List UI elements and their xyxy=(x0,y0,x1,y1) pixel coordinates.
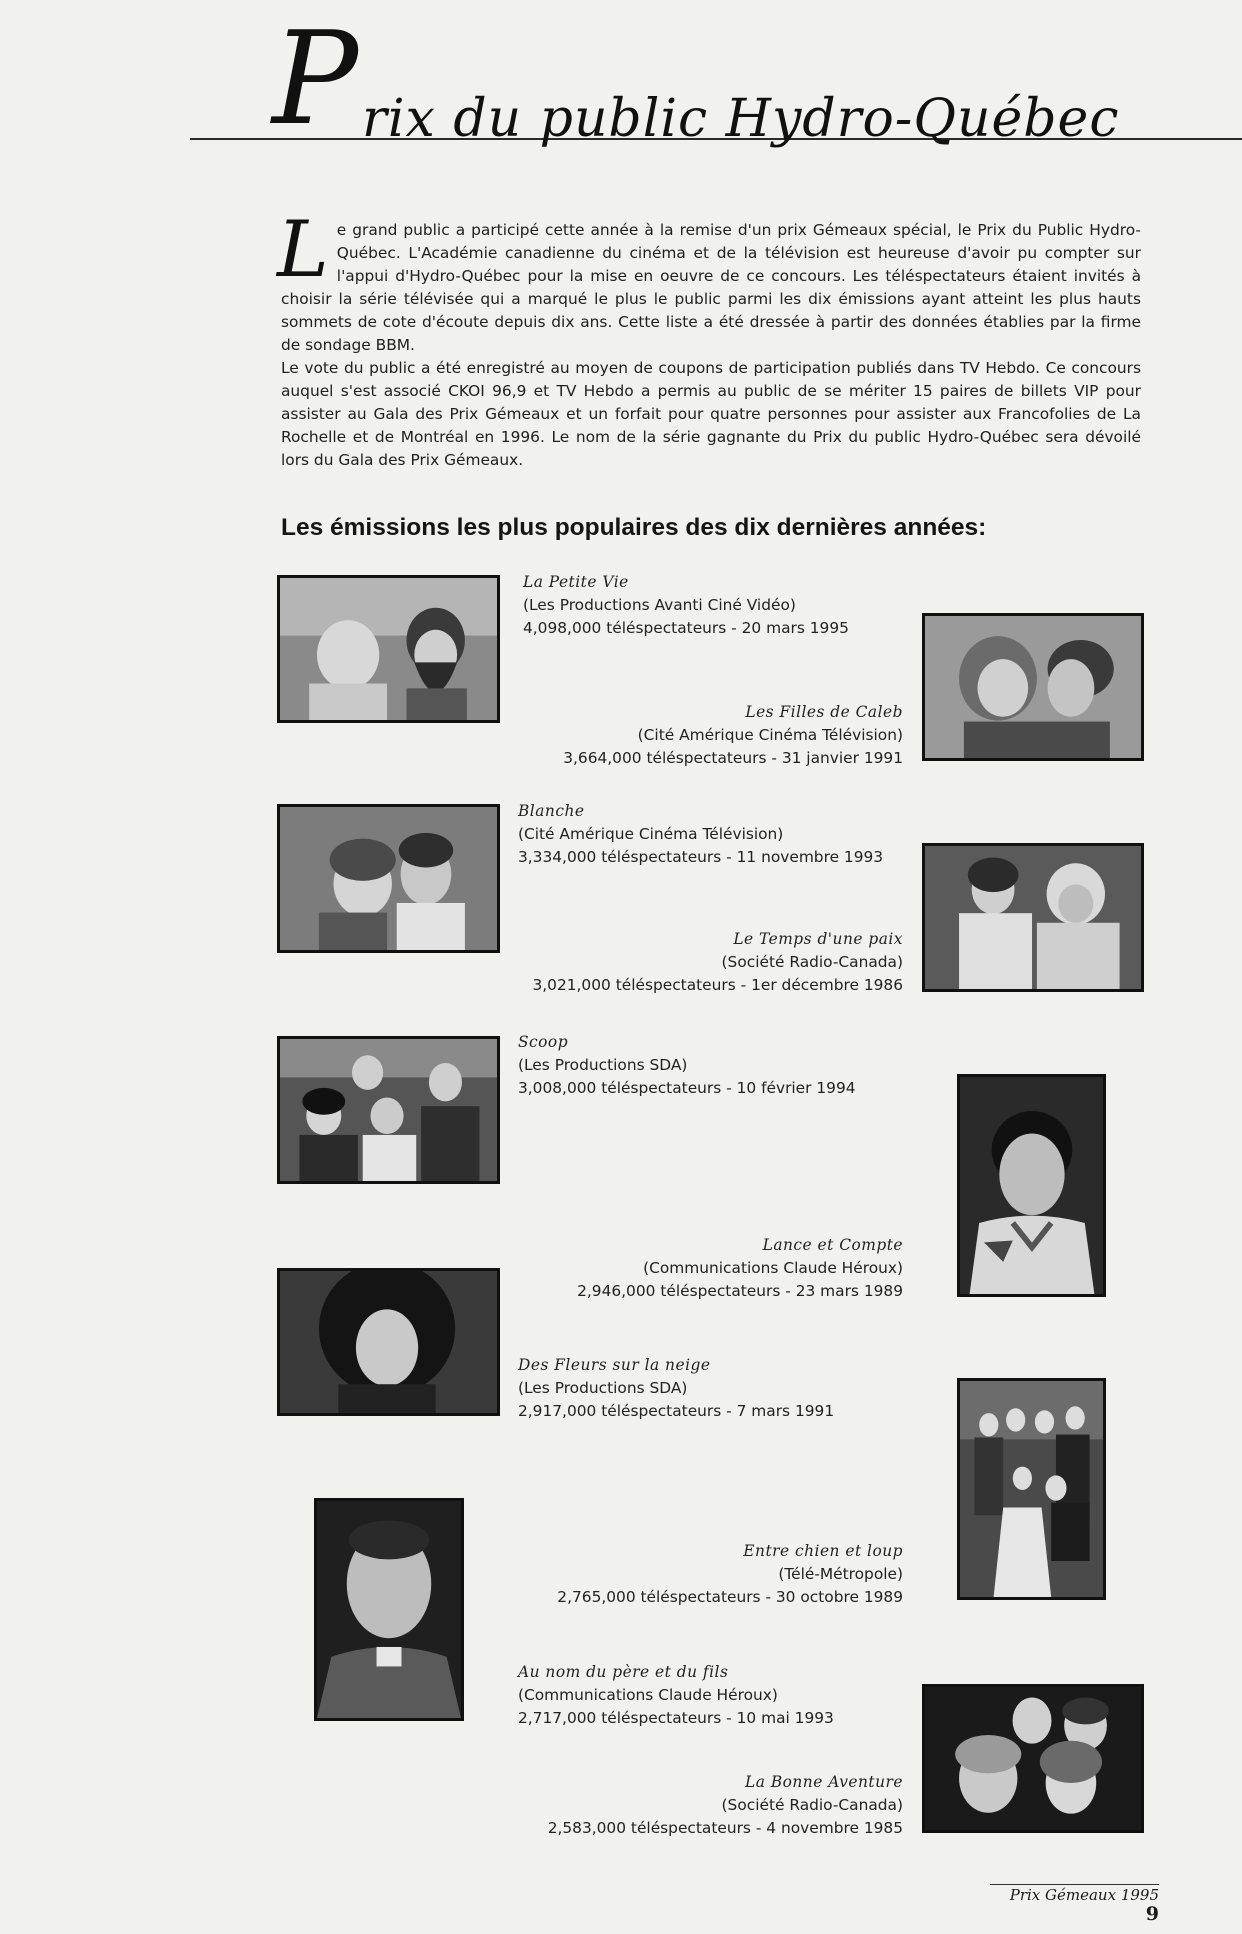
photo-la-bonne-aventure xyxy=(922,1684,1144,1833)
show-name: La Bonne Aventure xyxy=(745,1773,903,1791)
show-entry-scoop xyxy=(518,1031,856,1100)
intro-text xyxy=(277,205,1141,472)
intro-dropcap: L xyxy=(277,205,329,295)
photo-au-nom-du-pere xyxy=(314,1498,464,1721)
show-entry-lance-et-compte xyxy=(577,1234,903,1303)
show-name: Blanche xyxy=(518,802,585,820)
show-viewers: 2,917,000 téléspectateurs - 7 mars 1991 xyxy=(518,1402,835,1420)
show-name: Le Temps d'une paix xyxy=(733,930,903,948)
page-footer xyxy=(990,1884,1159,1924)
show-producer: (Télé-Métropole) xyxy=(778,1565,903,1583)
show-entry-entre-chien-et-loup xyxy=(557,1540,903,1609)
show-viewers: 2,946,000 téléspectateurs - 23 mars 1989 xyxy=(577,1282,903,1300)
show-producer: (Cité Amérique Cinéma Télévision) xyxy=(518,825,784,843)
show-name: La Petite Vie xyxy=(523,573,629,591)
photo-des-fleurs-sur-la-neige xyxy=(277,1268,500,1416)
show-name: Au nom du père et du fils xyxy=(518,1663,729,1681)
photo-scoop xyxy=(277,1036,500,1184)
show-viewers: 3,008,000 téléspectateurs - 10 février 1994 xyxy=(518,1079,856,1097)
show-entry-au-nom-du-pere-et-du-fils xyxy=(518,1661,834,1730)
page-number: 9 xyxy=(1145,1903,1159,1925)
show-producer: (Communications Claude Héroux) xyxy=(643,1259,903,1277)
show-producer: (Communications Claude Héroux) xyxy=(518,1686,778,1704)
show-name: Des Fleurs sur la neige xyxy=(518,1356,711,1374)
show-entry-les-filles-de-caleb xyxy=(563,701,903,770)
photo-entre-chien-et-loup xyxy=(957,1378,1106,1600)
photo-lance-et-compte xyxy=(957,1074,1106,1297)
show-viewers: 3,334,000 téléspectateurs - 11 novembre 1993 xyxy=(518,848,884,866)
section-heading: Les émissions les plus populaires des dix dernières années: xyxy=(281,514,987,541)
show-producer: (Cité Amérique Cinéma Télévision) xyxy=(637,726,903,744)
intro-paragraph-1: e grand public a participé cette année à la remise d'un prix Gémeaux spécial, le Prix du Public Hydro-Québec. L'Académie canadienne du cinéma et de la télévision est heureuse d'avoir pu compter sur l'appui d'Hydro-Québec pour la mise en oeuvre de ce concours. Les téléspectateurs étaient invités à choisir la série télévisée qui a marqué le plus le public parmi les dix émissions ayant atteint les plus hauts sommets de cote d'écoute depuis dix ans. Cette liste a été dressée à partir des données établies par la firme de sondage BBM. xyxy=(281,221,1141,354)
show-viewers: 4,098,000 téléspectateurs - 20 mars 1995 xyxy=(523,619,849,637)
page-title xyxy=(190,5,1242,154)
show-name: Scoop xyxy=(518,1033,569,1051)
show-viewers: 2,765,000 téléspectateurs - 30 octobre 1989 xyxy=(557,1588,903,1606)
show-producer: (Société Radio-Canada) xyxy=(721,953,903,971)
show-entry-la-bonne-aventure xyxy=(548,1771,903,1840)
show-name: Les Filles de Caleb xyxy=(745,703,903,721)
photo-blanche xyxy=(277,804,500,953)
photo-le-temps-dune-paix xyxy=(922,843,1144,992)
show-entry-le-temps-dune-paix xyxy=(532,928,903,997)
show-producer: (Société Radio-Canada) xyxy=(721,1796,903,1814)
show-entry-la-petite-vie xyxy=(523,571,849,640)
show-producer: (Les Productions SDA) xyxy=(518,1056,688,1074)
show-viewers: 3,021,000 téléspectateurs - 1er décembre 1986 xyxy=(532,976,903,994)
photo-les-filles-de-caleb xyxy=(922,613,1144,761)
show-producer: (Les Productions Avanti Ciné Vidéo) xyxy=(523,596,796,614)
show-producer: (Les Productions SDA) xyxy=(518,1379,688,1397)
show-viewers: 2,583,000 téléspectateurs - 4 novembre 1985 xyxy=(547,1819,903,1837)
show-viewers: 2,717,000 téléspectateurs - 10 mai 1993 xyxy=(518,1709,834,1727)
show-name: Entre chien et loup xyxy=(743,1542,903,1560)
show-name: Lance et Compte xyxy=(762,1236,903,1254)
show-entry-des-fleurs-sur-la-neige xyxy=(518,1354,834,1423)
show-viewers: 3,664,000 téléspectateurs - 31 janvier 1991 xyxy=(563,749,903,767)
show-entry-blanche xyxy=(518,800,883,869)
footer-label: Prix Gémeaux 1995 xyxy=(990,1884,1159,1904)
title-initial: P xyxy=(272,5,359,154)
intro-paragraph-2: Le vote du public a été enregistré au moyen de coupons de participation publiés dans TV Hebdo. Ce concours auquel s'est associé CKOI 96,9 et TV Hebdo a permis au public de se mériter 15 paires de billets VIP pour assister au Gala des Prix Gémeaux et un forfait pour quatre personnes pour assister aux Francofolies de La Rochelle et de Montréal en 1996. Le nom de la série gagnante du Prix du public Hydro-Québec sera dévoilé lors du Gala des Prix Gémeaux. xyxy=(281,359,1141,469)
photo-la-petite-vie xyxy=(277,575,500,723)
title-text: rix du public Hydro-Québec xyxy=(362,89,1120,149)
